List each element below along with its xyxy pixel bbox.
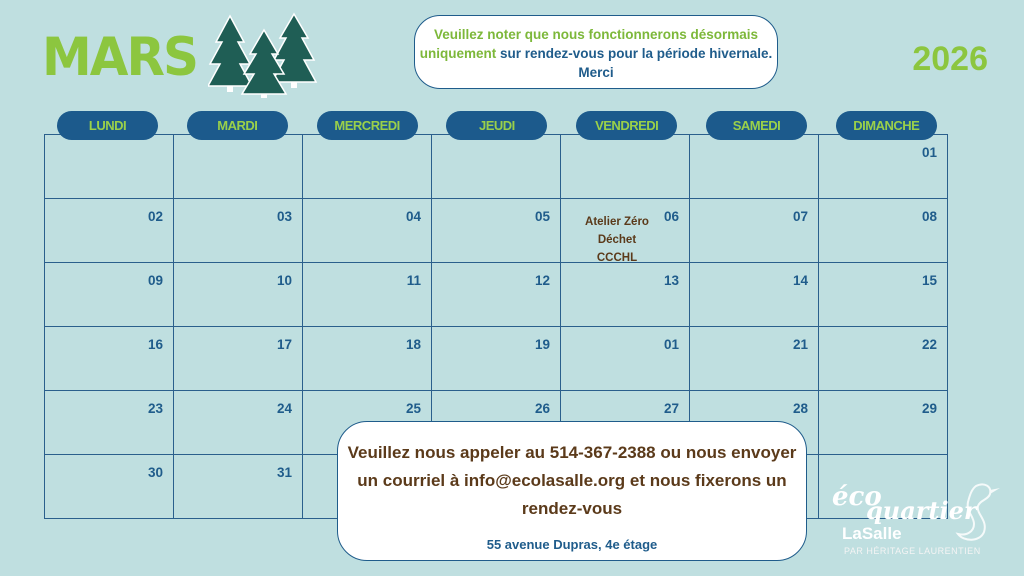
day-number: 18 <box>405 337 421 352</box>
day-number: 11 <box>406 273 421 288</box>
calendar-day-cell <box>561 327 690 391</box>
day-number: 01 <box>663 337 679 352</box>
calendar-day-cell <box>45 263 174 327</box>
day-number: 30 <box>147 465 163 480</box>
day-header-dimanche: DIMANCHE <box>836 111 937 140</box>
day-number: 28 <box>792 401 808 416</box>
address-line: 55 avenue Dupras, 4e étage <box>486 537 658 552</box>
day-header-lundi: LUNDI <box>57 111 158 140</box>
day-number: 04 <box>405 209 421 224</box>
calendar-day-cell <box>303 199 432 263</box>
calendar-day-cell <box>174 135 303 199</box>
year-label: 2026 <box>912 40 988 78</box>
pine-trees-illustration <box>208 12 328 98</box>
day-number: 03 <box>276 209 292 224</box>
day-header-vendredi: VENDREDI <box>576 111 677 140</box>
day-number: 15 <box>921 273 937 288</box>
calendar-day-cell <box>819 199 948 263</box>
calendar-day-cell <box>303 327 432 391</box>
day-number: 25 <box>405 401 421 416</box>
calendar-day-cell <box>303 135 432 199</box>
day-number: 17 <box>276 337 292 352</box>
calendar-day-cell <box>174 327 303 391</box>
calendar-day-cell <box>819 391 948 455</box>
event-label: Atelier Zéro Déchet CCCHL <box>585 216 649 264</box>
day-header-jeudi: JEUDI <box>446 111 547 140</box>
calendar-day-cell <box>690 327 819 391</box>
calendar-week-row <box>45 263 948 327</box>
calendar-day-cell <box>174 199 303 263</box>
logo-lasalle-text: LaSalle <box>842 524 902 543</box>
day-number: 07 <box>792 209 808 224</box>
calendar-day-cell <box>561 199 690 263</box>
calendar-day-cell <box>819 327 948 391</box>
calendar-day-cell <box>432 135 561 199</box>
calendar-day-cell <box>819 263 948 327</box>
month-title: MARS <box>42 26 197 88</box>
day-number: 13 <box>663 273 679 288</box>
logo-tagline: PAR HÉRITAGE LAURENTIEN <box>844 546 981 556</box>
calendar-week-row <box>45 135 948 199</box>
day-number: 22 <box>921 337 937 352</box>
logo-quartier-text: quartier <box>866 496 977 525</box>
day-number: 26 <box>534 401 550 416</box>
calendar-day-cell <box>45 391 174 455</box>
winter-notice-box <box>414 15 778 89</box>
day-number: 09 <box>147 273 163 288</box>
day-number: 08 <box>921 209 937 224</box>
calendar-day-cell <box>45 455 174 519</box>
notice-text-blue: sur rendez-vous pour la période hivernale. Merci <box>496 46 773 80</box>
calendar-day-cell <box>561 135 690 199</box>
day-number: 29 <box>921 401 937 416</box>
day-number: 24 <box>276 401 292 416</box>
day-header-mercredi: MERCREDI <box>317 111 418 140</box>
calendar-day-cell <box>45 199 174 263</box>
calendar-day-cell <box>45 135 174 199</box>
calendar-day-cell <box>561 263 690 327</box>
ecoquartier-logo <box>826 482 996 566</box>
day-number: 21 <box>792 337 808 352</box>
logo-eco-text: éco <box>832 482 882 512</box>
day-number: 16 <box>147 337 163 352</box>
day-header-mardi: MARDI <box>187 111 288 140</box>
calendar-week-row <box>45 327 948 391</box>
calendar-day-cell <box>432 263 561 327</box>
day-number: 19 <box>534 337 550 352</box>
calendar-week-row <box>45 199 948 263</box>
notice-text-green: Veuillez noter que nous fonctionnerons désormais uniquement <box>419 27 759 61</box>
calendar-day-cell <box>690 263 819 327</box>
day-number: 12 <box>534 273 550 288</box>
calendar-day-cell <box>690 135 819 199</box>
day-number: 14 <box>792 273 808 288</box>
calendar-day-cell <box>174 455 303 519</box>
appointment-notice-box <box>337 421 807 561</box>
day-number: 10 <box>276 273 292 288</box>
calendar-day-cell <box>432 327 561 391</box>
calendar-day-cell <box>303 263 432 327</box>
calendar-day-cell <box>174 263 303 327</box>
calendar-day-cell <box>432 199 561 263</box>
day-number: 06 <box>663 209 679 224</box>
day-number: 23 <box>147 401 163 416</box>
calendar-day-cell <box>174 391 303 455</box>
day-number: 05 <box>534 209 550 224</box>
calendar-day-cell <box>690 199 819 263</box>
day-header-samedi: SAMEDI <box>706 111 807 140</box>
calendar-day-cell <box>819 135 948 199</box>
day-number: 02 <box>147 209 163 224</box>
day-number: 01 <box>921 145 937 160</box>
day-number: 27 <box>663 401 679 416</box>
calendar-day-cell <box>45 327 174 391</box>
day-number: 31 <box>276 465 292 480</box>
appointment-message: Veuillez nous appeler au 514-367-2388 ou nous envoyer un courriel à info@ecolasalle.org et nous fixerons un rendez-vous <box>347 443 797 518</box>
